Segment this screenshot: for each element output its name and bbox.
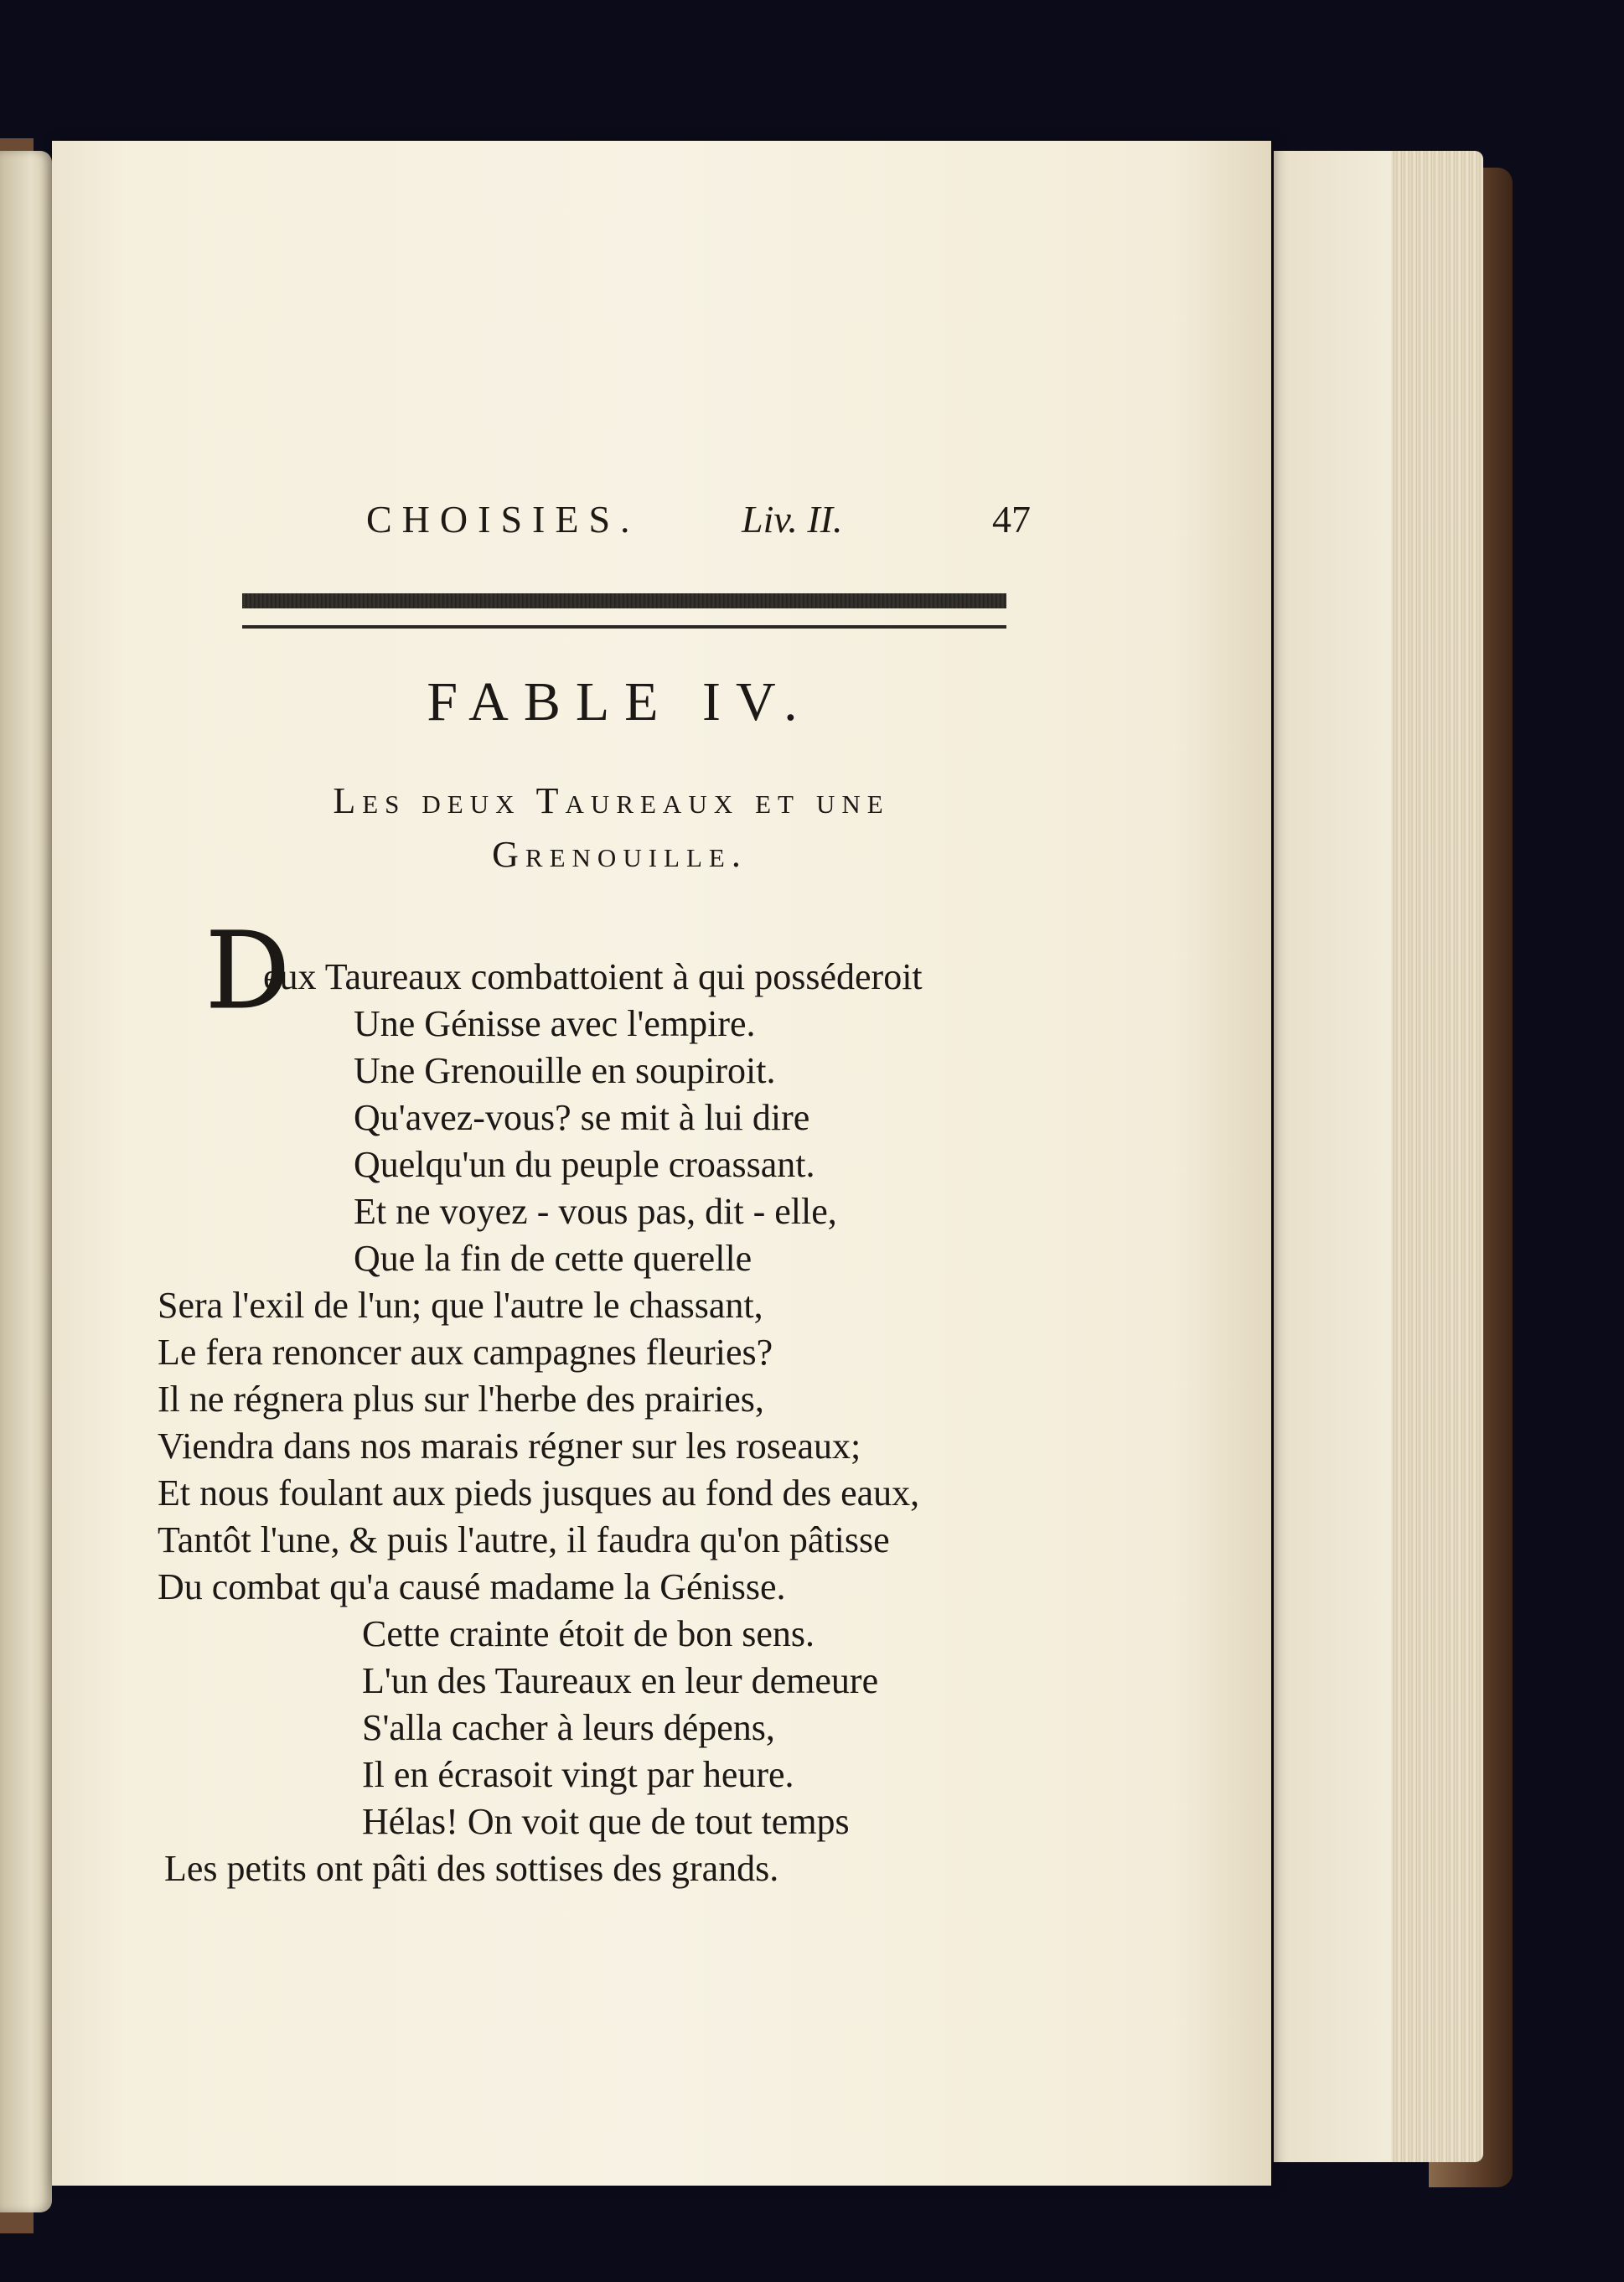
poem-line: eux Taureaux combattoient à qui posséderoit: [263, 956, 923, 997]
poem-line: Et ne voyez - vous pas, dit - elle,: [354, 1191, 837, 1232]
fable-number-heading: FABLE IV.: [427, 671, 813, 732]
poem-line: Il en écrasoit vingt par heure.: [362, 1754, 794, 1795]
fable-title-line-2: Grenouille.: [492, 834, 747, 875]
poem-line: Viendra dans nos marais régner sur les roseaux;: [158, 1426, 861, 1467]
running-head-book: Liv. II.: [742, 498, 843, 541]
fable-title-line-1: Les deux Taureaux et une: [333, 780, 890, 821]
poem-line: Une Génisse avec l'empire.: [354, 1003, 756, 1044]
book-page: [52, 141, 1271, 2186]
running-head: [52, 497, 1271, 547]
poem-line: Il ne régnera plus sur l'herbe des prairies,: [158, 1379, 764, 1420]
poem-line: Le fera renoncer aux campagnes fleuries?: [158, 1332, 773, 1373]
poem-line: Tantôt l'une, & puis l'autre, il faudra qu'on pâtisse: [158, 1519, 890, 1560]
poem-line: Les petits ont pâti des sottises des grands.: [164, 1848, 779, 1889]
drop-cap: D: [205, 909, 291, 1032]
poem-line: S'alla cacher à leurs dépens,: [362, 1707, 775, 1748]
page-stack-edge: [1274, 151, 1483, 2162]
poem-line: Sera l'exil de l'un; que l'autre le chassant,: [158, 1285, 763, 1326]
page-number: 47: [992, 498, 1031, 541]
running-head-title: CHOISIES.: [366, 498, 640, 541]
poem-line: L'un des Taureaux en leur demeure: [362, 1660, 879, 1701]
left-page-edge: [0, 151, 52, 2212]
ornamental-rule: [242, 593, 1006, 608]
poem-line: Et nous foulant aux pieds jusques au fond des eaux,: [158, 1472, 920, 1514]
poem-line: Quelqu'un du peuple croassant.: [354, 1144, 815, 1185]
thin-rule: [242, 625, 1006, 629]
poem-line: Cette crainte étoit de bon sens.: [362, 1613, 815, 1654]
poem-line: Une Grenouille en soupiroit.: [354, 1050, 776, 1091]
poem-line: Hélas! On voit que de tout temps: [362, 1801, 850, 1842]
poem-line: Qu'avez-vous? se mit à lui dire: [354, 1097, 810, 1138]
poem-line: Que la fin de cette querelle: [354, 1238, 753, 1279]
poem-line: Du combat qu'a causé madame la Génisse.: [158, 1566, 786, 1607]
